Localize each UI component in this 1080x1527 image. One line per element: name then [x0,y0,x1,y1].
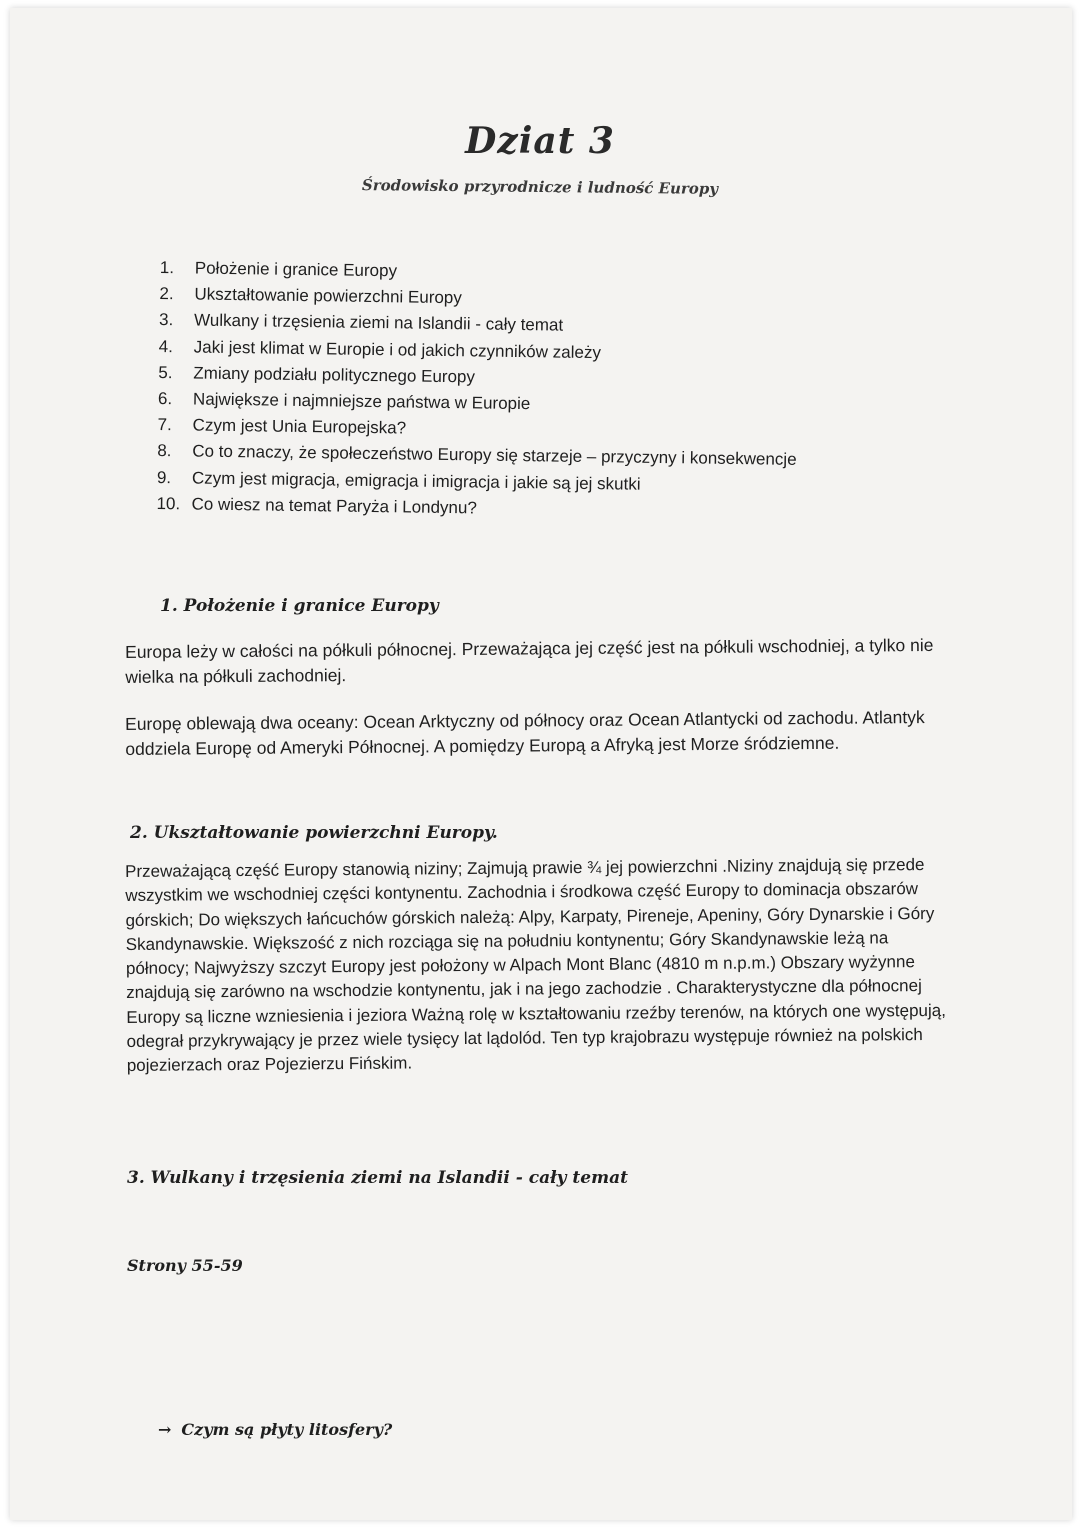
section-1-heading: 1. Położenie i granice Europy [160,596,439,616]
question-line: → Czym są płyty litosfery? [158,1420,393,1439]
document-page [10,8,1072,1520]
toc-item: 8. Co to znaczy, że społeczeństwo Europy się starzeje – przyczyny i konsekwencje [157,441,797,470]
toc-item: 2. Ukształtowanie powierzchni Europy [159,284,462,308]
arrow-right-icon: → [158,1420,172,1439]
section-2-paragraph: Przeważającą część Europy stanowią niziny; Zajmują prawie ¾ jej powierzchni .Niziny znajdują się przede wszystkim we wschodniej części kontynentu. Zachodnia i środkowa część Europy to dominacja obszarów górskich; Do większych łańcuchów górskich należą: Alpy, Karpaty, Pireneje, Apeniny, Góry Dynarskie i Góry Skandynawskie. Większość z nich rozciąga się na południu kontynentu; Góry Skandynawskie leżą na północy; Najwyższy szczyt Europy jest położony w Alpach Mont Blanc (4810 m n.p.m.) Obszary wyżynne znajdują się zarówno na wschodzie kontynentu, jak i na jego zachodzie . Charakterystyczne dla północnej Europy są liczne wzniesienia i jeziora Ważną rolę w kształtowaniu rzeźby terenów, na których one występują, odegrał przykrywający je przez wiele tysięcy lat lądolód. Ten typ krajobrazu występuje również na polskich pojezierzach oraz Pojezierzu Fińskim. [125,855,946,1076]
section-2-heading: 2. Ukształtowanie powierzchni Europy. [130,823,498,843]
toc-item: 1. Położenie i granice Europy [159,257,398,281]
toc-item: 9. Czym jest migracja, emigracja i imigracja i jakie są jej skutki [156,467,641,494]
toc-item: 4. Jaki jest klimat w Europie i od jakich czynników zależy [158,336,602,362]
section-3-heading: 3. Wulkany i trzęsienia ziemi na Islandii - cały temat [127,1168,628,1188]
section-1-paragraph-2: Europę oblewają dwa oceany: Ocean Arktyczny od północy oraz Ocean Atlantycki od zachodu. Atlantyk oddziela Europę od Ameryki Północnej. A pomiędzy Europą a Afryką jest Morze śródziemne. [125,707,925,759]
toc-item: 3. Wulkany i trzęsienia ziemi na Islandii - cały temat [158,310,564,336]
toc-item: 6. Największe i najmniejsze państwa w Europie [157,388,531,414]
pages-reference: Strony 55-59 [127,1256,243,1275]
toc-item: 10. Co wiesz na temat Paryża i Londynu? [156,493,478,518]
toc-item: 5. Zmiany podziału politycznego Europy [158,362,476,387]
table-of-contents [156,255,920,527]
page-subtitle: Środowisko przyrodnicze i ludność Europy [361,176,719,198]
toc-item: 7. Czym jest Unia Europejska? [157,415,407,438]
page-title: Dziat 3 [465,120,615,162]
section-1-paragraph-1: Europa leży w całości na półkuli północnej. Przeważająca jej część jest na półkuli wschodniej, a tylko nie wielka na półkuli zachodniej. [125,634,934,687]
